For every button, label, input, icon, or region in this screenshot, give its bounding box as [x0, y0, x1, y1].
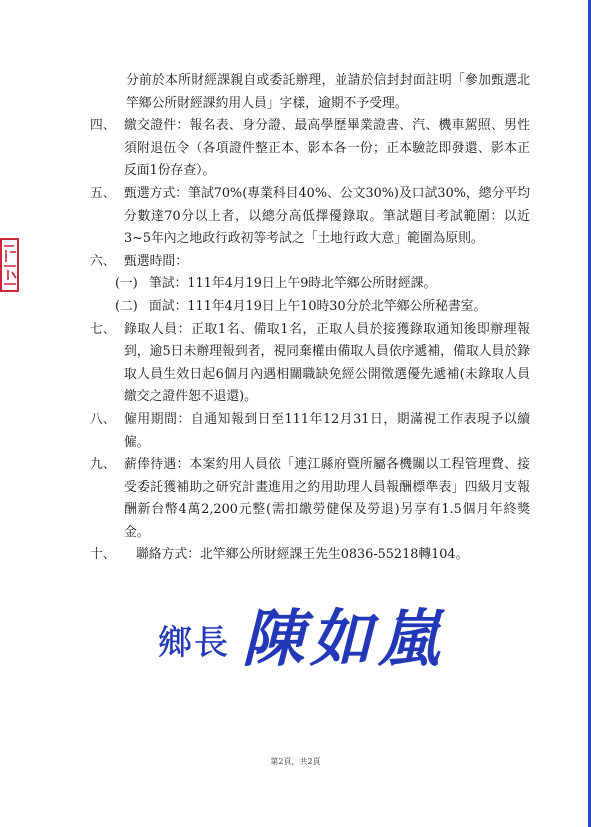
signature-title: 鄉長	[158, 623, 230, 663]
red-seal-stamp	[0, 236, 20, 294]
item-6: 六、 甄選時間：	[90, 253, 188, 269]
page-footer: 第2頁，共2頁	[270, 757, 321, 766]
item-10: 十、 聯絡方式：北竿鄉公所財經課王先生0836-55218轉104。	[90, 547, 469, 563]
sub-item-1: (一) 筆試：111年4月19日上午9時北竿鄉公所財經課。	[115, 276, 437, 292]
item-4: 四、 繳交證件：報名表、身分證、最高學歷畢業證書、汽、機車駕照、男性須附退伍令（各項證件整正本、影本各一份；正本驗訖即發還、影本正反面1份存查）。	[90, 118, 530, 179]
signature-stamp	[158, 598, 518, 674]
continued-paragraph: 分前於本所財經課親自或委託辦理，並請於信封封面註明「參加甄選北竿鄉公所財經課約用人員」字樣，逾期不予受理。	[126, 73, 530, 111]
item-9: 九、 薪俸待遇：本案約用人員依「連江縣府暨所屬各機關以工程管理費、接受委託獲補助之研究計畫進用之約用助理人員報酬標準表」四級月支報酬新台幣4萬2,200元整(需扣繳勞健保及勞退)另享有1.5個月年終獎金。	[90, 457, 530, 540]
item-7: 七、 錄取人員：正取1名、備取1名，正取人員於接獲錄取通知後即辦理報到，逾5日未辦理報到者，視同棄權由備取人員依序遞補，備取人員於錄取人員生效日起6個月內遇相關職缺免經公開徵選優先遞補(未錄取人員繳交之證件恕不退還)。	[90, 321, 530, 405]
item-8: 八、 僱用期間：自通知報到日至111年12月31日，期滿視工作表現予以續僱。	[90, 411, 530, 450]
signature-name: 陳如嵐	[242, 602, 447, 674]
document-body	[90, 70, 530, 567]
sub-item-2: (二) 面試：111年4月19日上午10時30分於北竿鄉公所秘書室。	[115, 298, 487, 314]
item-5: 五、 甄選方式：筆試70%(專業科目40%、公文30%)及口試30%，總分平均分數達70分以上者，以總分高低擇優錄取。筆試題目考試範圍：以近3~5年內之地政行政初等考試之「土地行政大意」範圍為原則。	[90, 185, 530, 247]
